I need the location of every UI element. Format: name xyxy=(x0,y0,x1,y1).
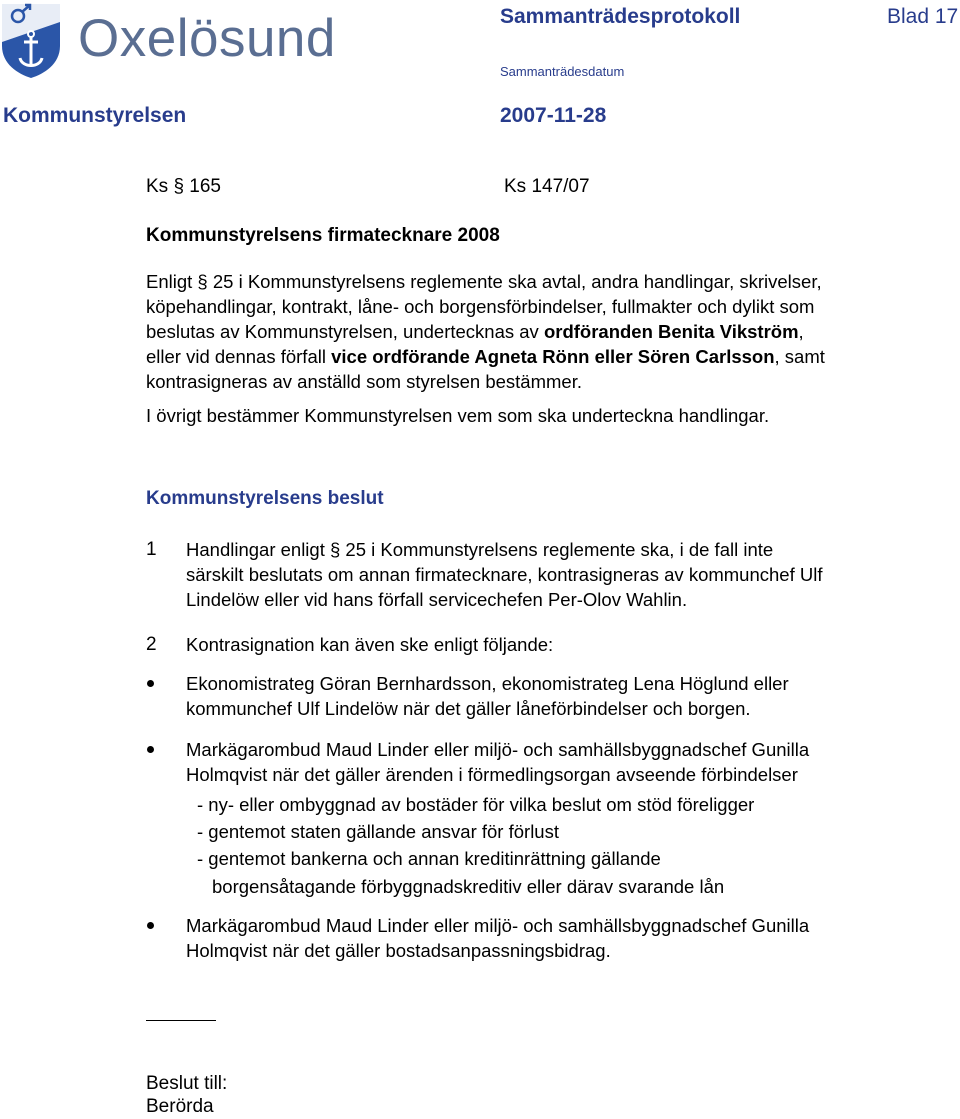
decision-recipient: Berörda xyxy=(146,1096,214,1117)
bullet-icon xyxy=(147,922,154,929)
intro-line: beslutas av Kommunstyrelsen, undertecknas av ordföranden Benita Vikström, xyxy=(146,321,804,342)
bullet-item: Ekonomistrateg Göran Bernhardsson, ekonomistrateg Lena Höglund eller kommunchef Ulf Lindelöw när det gäller låneförbindelser och borgen. xyxy=(186,673,789,719)
bullet-sub-continuation: borgensåtagande förbyggnadskreditiv eller därav svarande lån xyxy=(212,876,725,897)
page-number: Blad 17 xyxy=(887,5,959,28)
intro-line: kontrasigneras av anställd som styrelsen bestämmer. xyxy=(146,371,582,392)
intro-line: eller vid dennas förfall vice ordförande Agneta Rönn eller Sören Carlsson, samt xyxy=(146,346,825,367)
bullet-item: Markägarombud Maud Linder eller miljö- och samhällsbyggnadschef Gunilla Holmqvist när det gäller bostadsanpassningsbidrag. xyxy=(186,915,810,961)
bullet-sub-list: - ny- eller ombyggnad av bostäder för vilka beslut om stöd föreligger - gentemot staten gällande ansvar för förlust - gentemot bankerna och annan kreditinrättning gällande xyxy=(197,794,755,869)
logo-wordmark: Oxelösund xyxy=(78,9,336,68)
committee-name: Kommunstyrelsen xyxy=(3,104,187,127)
case-title: Kommunstyrelsens firmatecknare 2008 xyxy=(146,225,500,246)
intro-line: köpehandlingar, kontrakt, låne- och borgensförbindelser, fullmakter och dylikt som xyxy=(146,296,815,317)
decision-item-1: Handlingar enligt § 25 i Kommunstyrelsens reglemente ska, i de fall inte särskilt beslutats om annan firmatecknare, kontrasigneras av kommunchef Ulf Lindelöw eller vid hans förfall servicechefen Per-Olov Wahlin. xyxy=(186,539,823,610)
decision-recipients-label: Beslut till: xyxy=(146,1073,228,1094)
decision-heading: Kommunstyrelsens beslut xyxy=(146,488,384,509)
bullet-icon xyxy=(147,680,154,687)
case-reference: Ks 147/07 xyxy=(504,176,590,197)
bullet-item: Markägarombud Maud Linder eller miljö- och samhällsbyggnadschef Gunilla Holmqvist när det gäller ärenden i förmedlingsorgan avseende förbindelser xyxy=(186,739,810,785)
item-number: 1 xyxy=(146,539,157,560)
vice-chairman-names: vice ordförande Agneta Rönn eller Sören Carlsson xyxy=(331,346,775,367)
document-title: Sammanträdesprotokoll xyxy=(500,5,741,28)
intro-paragraph xyxy=(146,269,825,394)
signature-line xyxy=(146,1020,216,1021)
meeting-date-label: Sammanträdesdatum xyxy=(500,64,625,79)
municipal-shield-logo xyxy=(0,2,62,78)
case-number: Ks § 165 xyxy=(146,176,221,197)
intro-line: Enligt § 25 i Kommunstyrelsens reglemente ska avtal, andra handlingar, skrivelser, xyxy=(146,271,822,292)
bullet-icon xyxy=(147,746,154,753)
chairman-name: ordföranden Benita Vikström xyxy=(543,321,799,342)
meeting-date: 2007-11-28 xyxy=(500,104,607,127)
item-number: 2 xyxy=(146,634,157,655)
decision-item-2: Kontrasignation kan även ske enligt följande: xyxy=(186,634,554,655)
intro-closing: I övrigt bestämmer Kommunstyrelsen vem som ska underteckna handlingar. xyxy=(146,405,770,426)
